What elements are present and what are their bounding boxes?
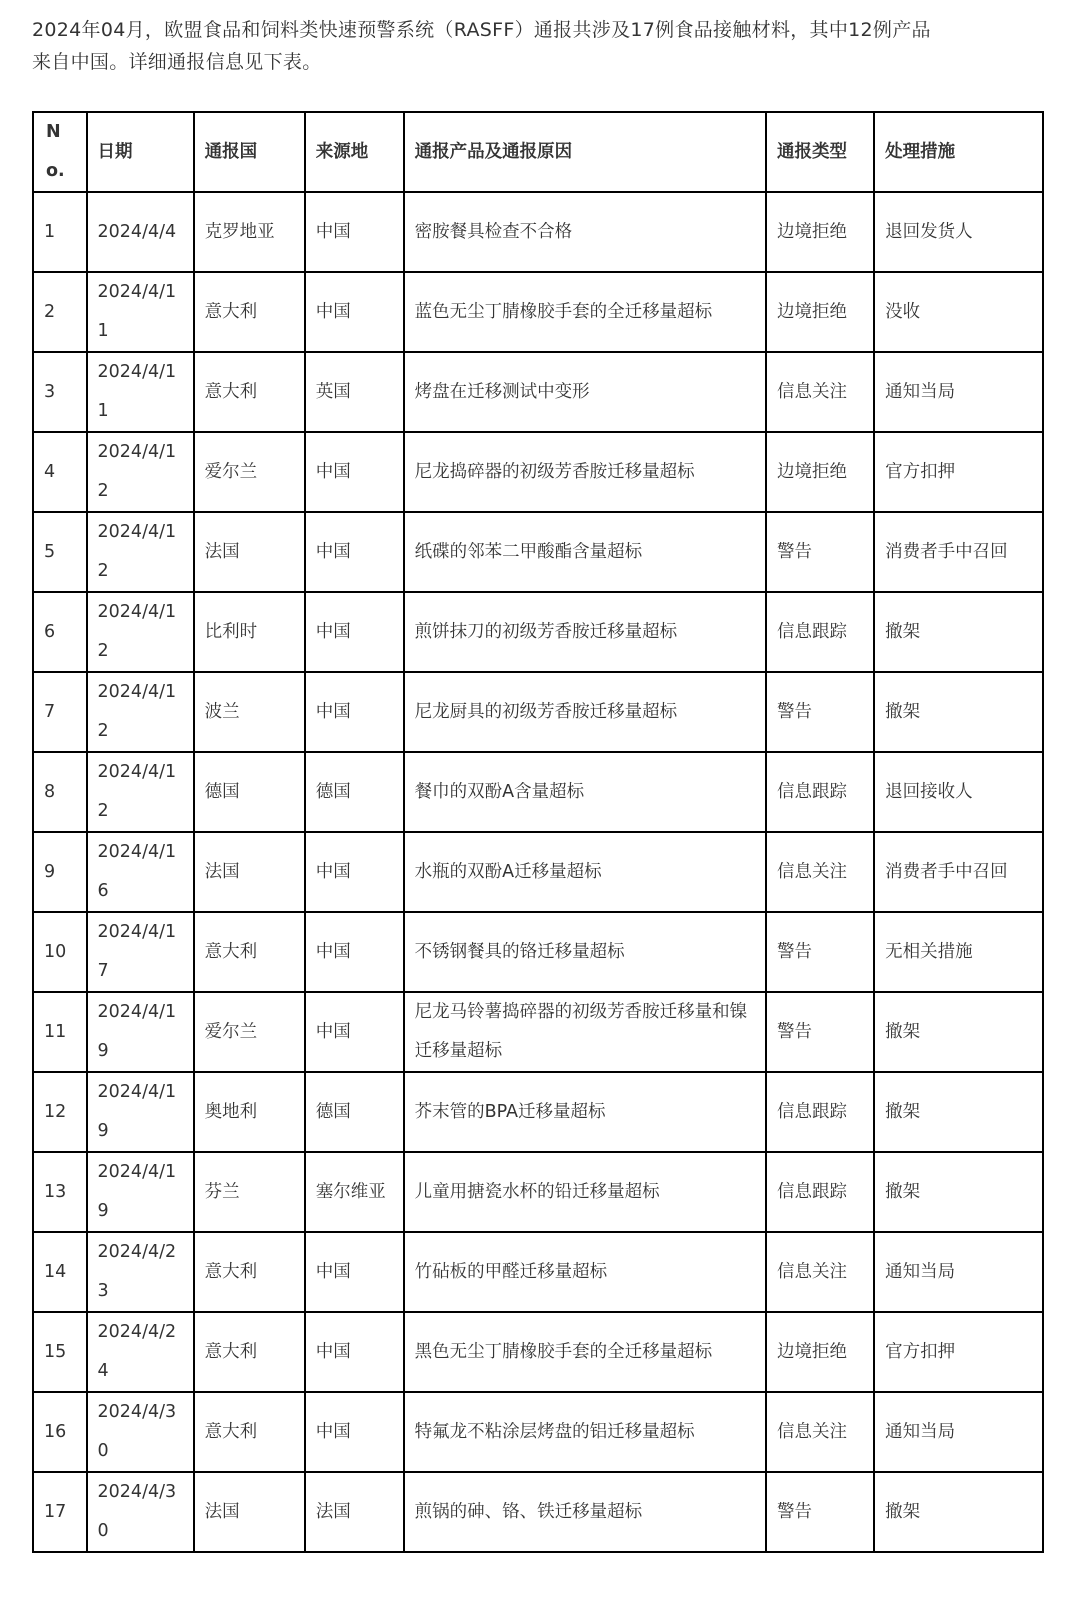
- table-row: [33, 1072, 1043, 1152]
- table-row: [33, 672, 1043, 752]
- cell-date: 2024/4/24: [87, 1312, 194, 1392]
- cell-no: 15: [33, 1312, 87, 1392]
- cell-date: 2024/4/19: [87, 1072, 194, 1152]
- table-row: [33, 992, 1043, 1072]
- cell-no: 3: [33, 352, 87, 432]
- cell-notification-type: 边境拒绝: [766, 272, 874, 352]
- table-row: [33, 1232, 1043, 1312]
- cell-origin: 中国: [305, 272, 404, 352]
- cell-product-reason: 煎饼抹刀的初级芳香胺迁移量超标: [404, 592, 766, 672]
- cell-notification-type: 信息跟踪: [766, 752, 874, 832]
- cell-no: 16: [33, 1392, 87, 1472]
- cell-origin: 中国: [305, 592, 404, 672]
- cell-origin: 中国: [305, 832, 404, 912]
- cell-no: 13: [33, 1152, 87, 1232]
- header-origin: 来源地: [305, 112, 404, 192]
- cell-origin: 中国: [305, 432, 404, 512]
- cell-notifying-country: 意大利: [194, 1392, 305, 1472]
- cell-notification-type: 信息关注: [766, 352, 874, 432]
- cell-notification-type: 信息关注: [766, 1392, 874, 1472]
- table-row: [33, 1472, 1043, 1552]
- table-row: [33, 192, 1043, 272]
- table-row: [33, 1152, 1043, 1232]
- cell-action-taken: 消费者手中召回: [874, 832, 1043, 912]
- table-row: [33, 352, 1043, 432]
- cell-date: 2024/4/30: [87, 1392, 194, 1472]
- cell-notifying-country: 法国: [194, 832, 305, 912]
- cell-action-taken: 没收: [874, 272, 1043, 352]
- cell-product-reason: 不锈钢餐具的铬迁移量超标: [404, 912, 766, 992]
- cell-action-taken: 撤架: [874, 992, 1043, 1072]
- cell-product-reason: 煎锅的砷、铬、铁迁移量超标: [404, 1472, 766, 1552]
- cell-origin: 中国: [305, 1312, 404, 1392]
- header-product-reason: 通报产品及通报原因: [404, 112, 766, 192]
- cell-notifying-country: 法国: [194, 1472, 305, 1552]
- cell-origin: 中国: [305, 672, 404, 752]
- cell-notifying-country: 波兰: [194, 672, 305, 752]
- cell-notification-type: 警告: [766, 672, 874, 752]
- header-no: No.: [33, 112, 87, 192]
- intro-paragraph: [32, 14, 1044, 78]
- cell-notification-type: 边境拒绝: [766, 192, 874, 272]
- table-row: [33, 272, 1043, 352]
- table-row: [33, 832, 1043, 912]
- cell-product-reason: 蓝色无尘丁腈橡胶手套的全迁移量超标: [404, 272, 766, 352]
- cell-product-reason: 芥末管的BPA迁移量超标: [404, 1072, 766, 1152]
- header-notification-type: 通报类型: [766, 112, 874, 192]
- cell-no: 1: [33, 192, 87, 272]
- cell-date: 2024/4/23: [87, 1232, 194, 1312]
- cell-action-taken: 官方扣押: [874, 432, 1043, 512]
- cell-action-taken: 撤架: [874, 1152, 1043, 1232]
- cell-notifying-country: 爱尔兰: [194, 992, 305, 1072]
- cell-no: 5: [33, 512, 87, 592]
- cell-origin: 中国: [305, 912, 404, 992]
- cell-date: 2024/4/12: [87, 512, 194, 592]
- cell-date: 2024/4/12: [87, 432, 194, 512]
- cell-action-taken: 无相关措施: [874, 912, 1043, 992]
- cell-product-reason: 特氟龙不粘涂层烤盘的铝迁移量超标: [404, 1392, 766, 1472]
- cell-no: 10: [33, 912, 87, 992]
- cell-date: 2024/4/12: [87, 672, 194, 752]
- cell-no: 9: [33, 832, 87, 912]
- cell-product-reason: 餐巾的双酚A含量超标: [404, 752, 766, 832]
- cell-date: 2024/4/16: [87, 832, 194, 912]
- cell-notification-type: 警告: [766, 992, 874, 1072]
- cell-no: 7: [33, 672, 87, 752]
- cell-notification-type: 警告: [766, 512, 874, 592]
- cell-no: 17: [33, 1472, 87, 1552]
- cell-notifying-country: 爱尔兰: [194, 432, 305, 512]
- cell-no: 11: [33, 992, 87, 1072]
- cell-notification-type: 信息关注: [766, 832, 874, 912]
- cell-product-reason: 尼龙马铃薯捣碎器的初级芳香胺迁移量和镍迁移量超标: [404, 992, 766, 1072]
- table-body: [33, 192, 1043, 1552]
- cell-action-taken: 退回发货人: [874, 192, 1043, 272]
- header-date: 日期: [87, 112, 194, 192]
- intro-line-2: 来自中国。详细通报信息见下表。: [32, 51, 322, 73]
- cell-origin: 塞尔维亚: [305, 1152, 404, 1232]
- cell-notifying-country: 意大利: [194, 912, 305, 992]
- cell-notification-type: 边境拒绝: [766, 1312, 874, 1392]
- cell-notifying-country: 意大利: [194, 272, 305, 352]
- cell-notifying-country: 意大利: [194, 1232, 305, 1312]
- table-row: [33, 432, 1043, 512]
- header-notifying-country: 通报国: [194, 112, 305, 192]
- cell-action-taken: 消费者手中召回: [874, 512, 1043, 592]
- cell-notifying-country: 意大利: [194, 352, 305, 432]
- table-row: [33, 752, 1043, 832]
- cell-origin: 法国: [305, 1472, 404, 1552]
- cell-notification-type: 警告: [766, 1472, 874, 1552]
- cell-date: 2024/4/11: [87, 272, 194, 352]
- cell-action-taken: 官方扣押: [874, 1312, 1043, 1392]
- cell-date: 2024/4/11: [87, 352, 194, 432]
- cell-product-reason: 竹砧板的甲醛迁移量超标: [404, 1232, 766, 1312]
- cell-product-reason: 尼龙厨具的初级芳香胺迁移量超标: [404, 672, 766, 752]
- cell-product-reason: 密胺餐具检查不合格: [404, 192, 766, 272]
- cell-date: 2024/4/17: [87, 912, 194, 992]
- table-row: [33, 1312, 1043, 1392]
- cell-action-taken: 通知当局: [874, 1232, 1043, 1312]
- cell-notification-type: 信息跟踪: [766, 1072, 874, 1152]
- cell-no: 8: [33, 752, 87, 832]
- table-header-row: [33, 112, 1043, 192]
- cell-origin: 英国: [305, 352, 404, 432]
- cell-origin: 德国: [305, 752, 404, 832]
- cell-no: 12: [33, 1072, 87, 1152]
- cell-origin: 中国: [305, 1392, 404, 1472]
- rasff-notification-table: [32, 111, 1044, 1553]
- table-row: [33, 1392, 1043, 1472]
- cell-origin: 中国: [305, 512, 404, 592]
- cell-date: 2024/4/12: [87, 752, 194, 832]
- cell-product-reason: 尼龙捣碎器的初级芳香胺迁移量超标: [404, 432, 766, 512]
- cell-notifying-country: 克罗地亚: [194, 192, 305, 272]
- cell-no: 4: [33, 432, 87, 512]
- cell-notifying-country: 意大利: [194, 1312, 305, 1392]
- cell-date: 2024/4/12: [87, 592, 194, 672]
- cell-product-reason: 烤盘在迁移测试中变形: [404, 352, 766, 432]
- cell-action-taken: 退回接收人: [874, 752, 1043, 832]
- cell-action-taken: 撤架: [874, 1472, 1043, 1552]
- cell-product-reason: 水瓶的双酚A迁移量超标: [404, 832, 766, 912]
- cell-notifying-country: 奥地利: [194, 1072, 305, 1152]
- cell-notifying-country: 法国: [194, 512, 305, 592]
- cell-notification-type: 信息跟踪: [766, 592, 874, 672]
- cell-action-taken: 撤架: [874, 1072, 1043, 1152]
- cell-date: 2024/4/19: [87, 1152, 194, 1232]
- table-row: [33, 912, 1043, 992]
- cell-product-reason: 纸碟的邻苯二甲酸酯含量超标: [404, 512, 766, 592]
- cell-action-taken: 撤架: [874, 592, 1043, 672]
- cell-product-reason: 黑色无尘丁腈橡胶手套的全迁移量超标: [404, 1312, 766, 1392]
- cell-no: 6: [33, 592, 87, 672]
- header-action-taken: 处理措施: [874, 112, 1043, 192]
- cell-notification-type: 信息关注: [766, 1232, 874, 1312]
- cell-no: 14: [33, 1232, 87, 1312]
- cell-product-reason: 儿童用搪瓷水杯的铅迁移量超标: [404, 1152, 766, 1232]
- cell-no: 2: [33, 272, 87, 352]
- cell-action-taken: 通知当局: [874, 352, 1043, 432]
- cell-origin: 德国: [305, 1072, 404, 1152]
- cell-notification-type: 警告: [766, 912, 874, 992]
- cell-notifying-country: 比利时: [194, 592, 305, 672]
- table-row: [33, 592, 1043, 672]
- cell-action-taken: 撤架: [874, 672, 1043, 752]
- cell-date: 2024/4/19: [87, 992, 194, 1072]
- cell-notification-type: 信息跟踪: [766, 1152, 874, 1232]
- cell-origin: 中国: [305, 192, 404, 272]
- cell-notification-type: 边境拒绝: [766, 432, 874, 512]
- cell-date: 2024/4/4: [87, 192, 194, 272]
- cell-date: 2024/4/30: [87, 1472, 194, 1552]
- cell-action-taken: 通知当局: [874, 1392, 1043, 1472]
- table-row: [33, 512, 1043, 592]
- cell-origin: 中国: [305, 992, 404, 1072]
- cell-origin: 中国: [305, 1232, 404, 1312]
- cell-notifying-country: 德国: [194, 752, 305, 832]
- cell-notifying-country: 芬兰: [194, 1152, 305, 1232]
- intro-line-1: 2024年04月，欧盟食品和饲料类快速预警系统（RASFF）通报共涉及17例食品接触材料，其中12例产品: [32, 19, 931, 41]
